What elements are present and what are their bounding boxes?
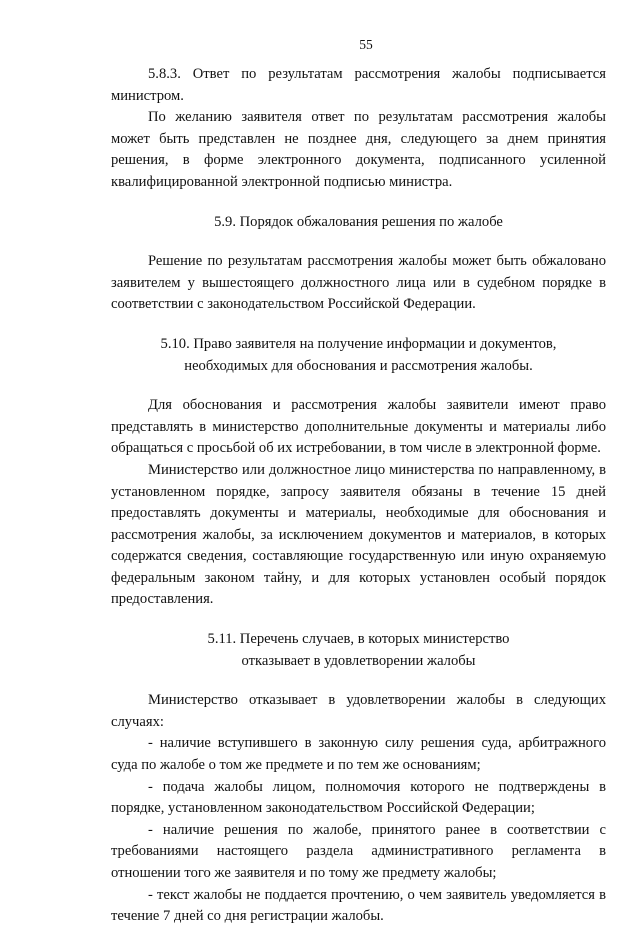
list-item-prior-decision: - наличие решения по жалобе, принятого ранее в соответствии с требованиями настоящего раздела административного регламента в отношении того же заявителя и по тому же предмету жалобы;: [111, 821, 606, 881]
heading-5-11-line-2: отказывает в удовлетворении жалобы: [241, 652, 476, 669]
section-heading-5-11: [111, 629, 606, 672]
paragraph-electronic-response: По желанию заявителя ответ по результатам рассмотрения жалобы может быть представлен не позднее дня, следующего за днем принятия решения, в форме электронного документа, подписанного усиленной квалифицированной электронной подписью министра.: [111, 109, 606, 190]
heading-5-11-line-1: 5.11. Перечень случаев, в которых министерство: [207, 631, 510, 648]
paragraph-5-8-3: 5.8.3. Ответ по результатам рассмотрения жалобы подписывается министром.: [111, 66, 606, 104]
page-number: 55: [359, 37, 373, 52]
paragraph-refusal-cases: Министерство отказывает в удовлетворении жалобы в следующих случаях:: [111, 692, 606, 730]
list-item-court-decision: - наличие вступившего в законную силу решения суда, арбитражного суда по жалобе о том же предмете и по тем же основаниям;: [111, 735, 606, 774]
paragraph-additional-documents: Для обоснования и рассмотрения жалобы заявители имеют право представлять в министерство дополнительные документы и материалы либо обращаться с просьбой об их истребовании, в том числе в электронной форме.: [111, 397, 606, 457]
paragraph-ministry-obligation: Министерство или должностное лицо министерства по направленному, в установленном порядке, запросу заявителя обязаны в течение 15 дней предоставлять документы и материалы, необходимые для обоснования и рассмотрения жалобы, за исключением документов и материалов, в которых содержатся сведения, составляющие государственную или иную охраняемую федеральным законом тайну, и для которых установлен особый порядок предоставления.: [111, 461, 606, 608]
paragraph-appeal-decision: Решение по результатам рассмотрения жалобы может быть обжаловано заявителем у вышестоящего должностного лица или в судебном порядке в соответствии с законодательством Российской Федерации.: [111, 253, 606, 313]
section-heading-5-9: 5.9. Порядок обжалования решения по жалобе: [214, 213, 503, 230]
document-body: [111, 64, 606, 928]
section-heading-5-10: [111, 334, 606, 377]
list-item-unauthorized-filing: - подача жалобы лицом, полномочия которого не подтверждены в порядке, установленном законодательством Российской Федерации;: [111, 778, 606, 817]
heading-5-10-line-2: необходимых для обоснования и рассмотрения жалобы.: [184, 357, 533, 374]
list-item-unreadable-text: - текст жалобы не поддается прочтению, о чем заявитель уведомляется в течение 7 дней со дня регистрации жалобы.: [111, 886, 606, 925]
heading-5-10-line-1: 5.10. Право заявителя на получение информации и документов,: [160, 335, 557, 352]
